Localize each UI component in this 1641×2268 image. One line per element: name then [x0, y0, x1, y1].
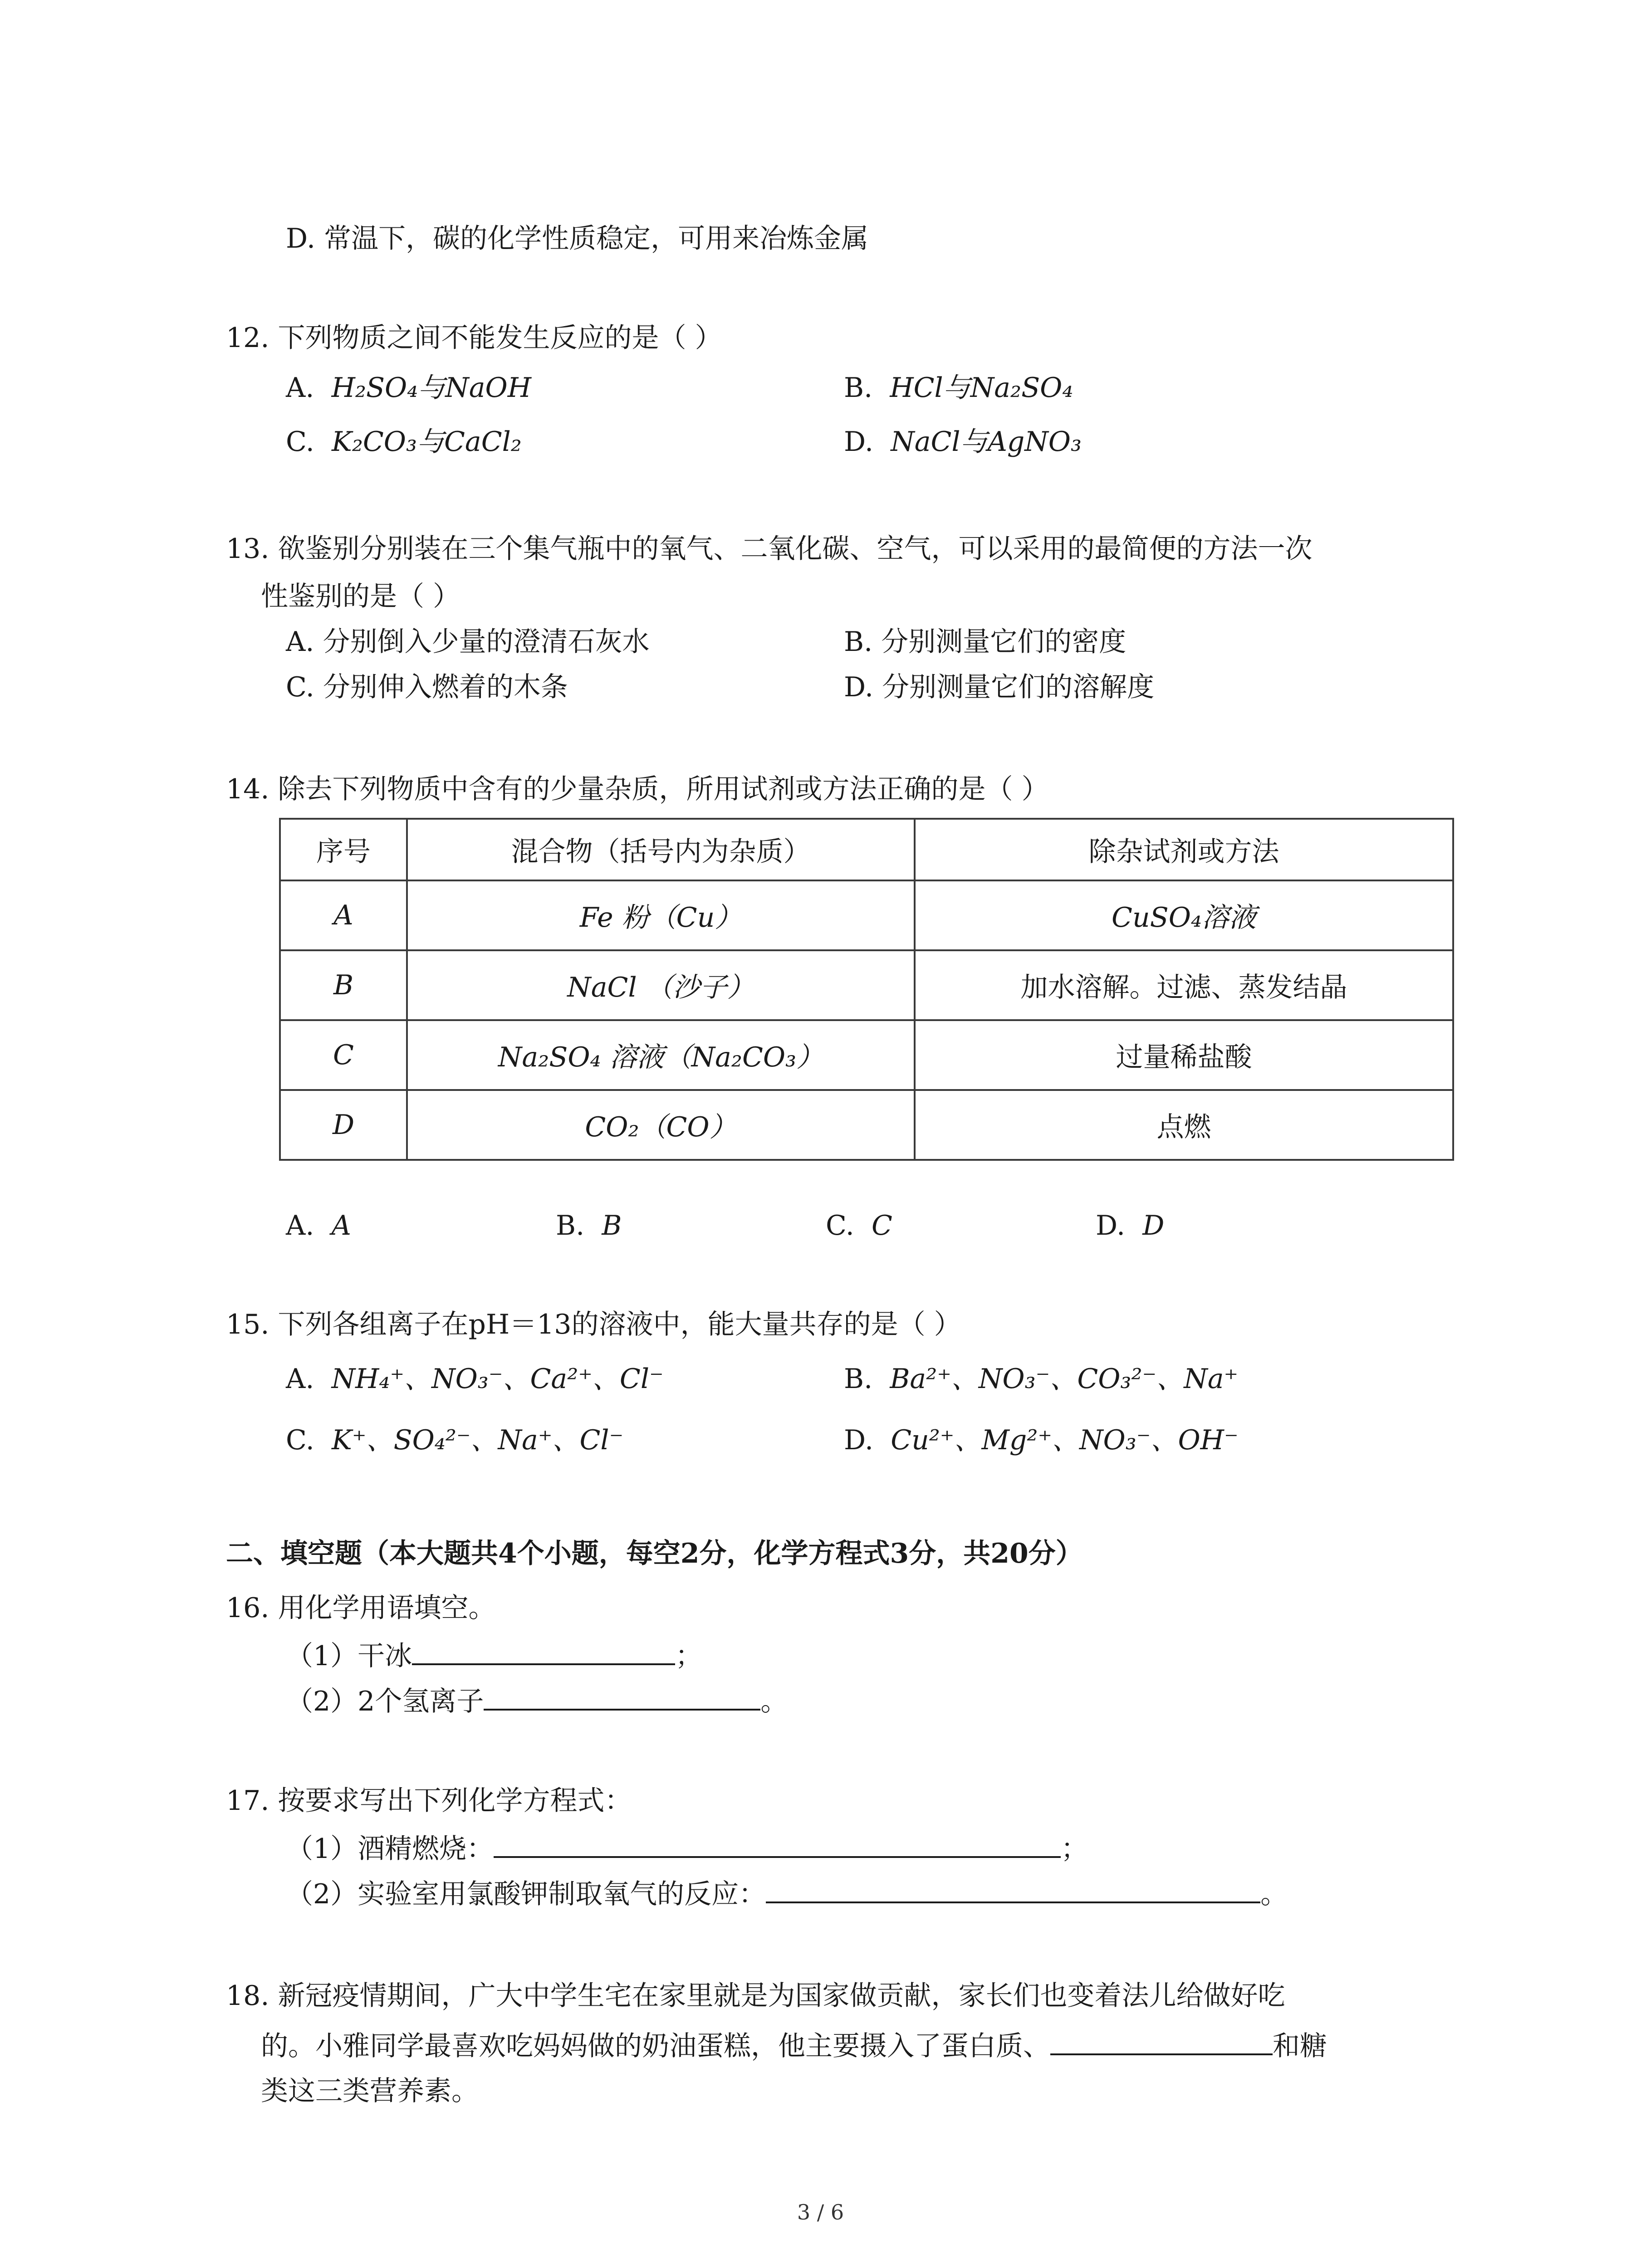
table-cell: Fe 粉（Cu）: [407, 880, 915, 950]
option-text: NH₄⁺、NO₃⁻、Ca²⁺、Cl⁻: [331, 1363, 664, 1395]
q16-part2: [286, 1681, 788, 1720]
q17-stem: 17. 按要求写出下列化学方程式：: [226, 1785, 632, 1817]
q18-line2: [261, 2025, 1327, 2064]
option-text: C: [872, 1210, 892, 1242]
table-cell: 点燃: [915, 1090, 1453, 1160]
option-text: NaCl与AgNO₃: [891, 426, 1082, 458]
text-segment: 的。小雅同学最喜欢吃妈妈做的奶油蛋糕，他主要摄入了蛋白质、: [261, 2030, 1050, 2062]
q14-table: [279, 818, 1454, 1161]
punctuation: 。: [1260, 1878, 1288, 1910]
answer-blank[interactable]: [484, 1681, 760, 1711]
table-cell: Na₂SO₄ 溶液（Na₂CO₃）: [407, 1020, 915, 1090]
q12-option-b: [844, 370, 1073, 406]
option-label: C.: [826, 1210, 854, 1242]
punctuation: ；: [675, 1640, 703, 1672]
table-cell: B: [280, 950, 407, 1020]
option-label: A.: [286, 372, 314, 404]
q14-option-c: [826, 1207, 892, 1244]
q13-option-c: C. 分别伸入燃着的木条: [286, 671, 568, 703]
table-header-row: [280, 819, 1453, 880]
option-label: B.: [844, 1363, 873, 1395]
q15-option-d: [844, 1422, 1239, 1458]
answer-blank[interactable]: [412, 1635, 675, 1665]
q15-option-a: [286, 1361, 664, 1397]
option-label: D.: [844, 426, 874, 458]
q17-part2: [286, 1873, 1288, 1912]
q14-option-d: [1096, 1207, 1164, 1244]
q18-line3: 类这三类营养素。: [261, 2075, 479, 2107]
table-row: [280, 880, 1453, 950]
table-cell: 加水溶解。过滤、蒸发结晶: [915, 950, 1453, 1020]
text-segment: 和糖: [1273, 2030, 1327, 2062]
table-header-cell: 序号: [280, 819, 407, 880]
q12-option-d: [844, 424, 1082, 460]
q12-stem: 12. 下列物质之间不能发生反应的是（ ）: [226, 322, 722, 354]
q16-part1: [286, 1635, 702, 1674]
option-text: K⁺、SO₄²⁻、Na⁺、Cl⁻: [332, 1424, 624, 1456]
q12-option-a: [286, 370, 531, 406]
option-label: A.: [286, 1210, 314, 1242]
q13-stem-line1: 13. 欲鉴别分别装在三个集气瓶中的氧气、二氧化碳、空气，可以采用的最简便的方法一次: [226, 533, 1313, 565]
table-row: [280, 1020, 1453, 1090]
answer-blank[interactable]: [494, 1828, 1061, 1858]
table-header-cell: 混合物（括号内为杂质）: [407, 819, 915, 880]
q14-stem: 14. 除去下列物质中含有的少量杂质，所用试剂或方法正确的是（ ）: [226, 773, 1049, 805]
punctuation: 。: [760, 1686, 788, 1717]
option-text: Cu²⁺、Mg²⁺、NO₃⁻、OH⁻: [891, 1424, 1239, 1456]
q14-option-b: [556, 1207, 622, 1244]
option-text: K₂CO₃与CaCl₂: [332, 426, 522, 458]
option-text: A: [331, 1210, 351, 1242]
q13-option-a: A. 分别倒入少量的澄清石灰水: [286, 626, 650, 658]
part-label: （2）实验室用氯酸钾制取氧气的反应：: [286, 1878, 766, 1910]
q13-option-d: D. 分别测量它们的溶解度: [844, 671, 1155, 703]
table-cell: 过量稀盐酸: [915, 1020, 1453, 1090]
q13-stem-line2: 性鉴别的是（ ）: [261, 581, 460, 612]
option-text: HCl与Na₂SO₄: [890, 372, 1073, 404]
q13-option-b: B. 分别测量它们的密度: [844, 626, 1127, 658]
table-row: [280, 950, 1453, 1020]
option-label: A.: [286, 1363, 314, 1395]
option-text: H₂SO₄与NaOH: [331, 372, 532, 404]
q15-stem: 15. 下列各组离子在pH＝13的溶液中，能大量共存的是（ ）: [226, 1309, 961, 1340]
option-label: C.: [286, 426, 314, 458]
q14-option-a: [286, 1207, 351, 1244]
table-cell: C: [280, 1020, 407, 1090]
q15-option-b: [844, 1361, 1238, 1397]
table-row: [280, 1090, 1453, 1160]
table-cell: A: [280, 880, 407, 950]
q18-line1: 18. 新冠疫情期间，广大中学生宅在家里就是为国家做贡献，家长们也变着法儿给做好吃: [226, 1980, 1285, 2012]
page-number: 3 / 6: [797, 2200, 844, 2224]
option-text: D: [1142, 1210, 1165, 1242]
section-title: 二、填空题（本大题共4个小题，每空2分，化学方程式3分，共20分）: [226, 1538, 1083, 1569]
answer-blank[interactable]: [1050, 2025, 1273, 2055]
part-label: （2）2个氢离子: [286, 1686, 484, 1717]
part-label: （1）酒精燃烧：: [286, 1833, 494, 1865]
q15-option-c: [286, 1422, 623, 1458]
q12-option-c: [286, 424, 522, 460]
part-label: （1）干冰: [286, 1640, 412, 1672]
punctuation: ；: [1061, 1833, 1088, 1865]
q16-stem: 16. 用化学用语填空。: [226, 1592, 496, 1624]
option-text: Ba²⁺、NO₃⁻、CO₃²⁻、Na⁺: [890, 1363, 1239, 1395]
table-cell: D: [280, 1090, 407, 1160]
table-cell: CO₂（CO）: [407, 1090, 915, 1160]
table-cell: NaCl （沙子）: [407, 950, 915, 1020]
option-label: D.: [1096, 1210, 1126, 1242]
option-text: B: [602, 1210, 622, 1242]
option-label: C.: [286, 1424, 314, 1456]
table-header-cell: 除杂试剂或方法: [915, 819, 1453, 880]
option-label: D.: [844, 1424, 874, 1456]
answer-blank[interactable]: [766, 1873, 1260, 1903]
option-label: B.: [844, 372, 873, 404]
option-label: B.: [556, 1210, 585, 1242]
q11-option-d: D. 常温下，碳的化学性质稳定，可用来冶炼金属: [286, 223, 869, 254]
q17-part1: [286, 1828, 1088, 1867]
table-cell: CuSO₄溶液: [915, 880, 1453, 950]
